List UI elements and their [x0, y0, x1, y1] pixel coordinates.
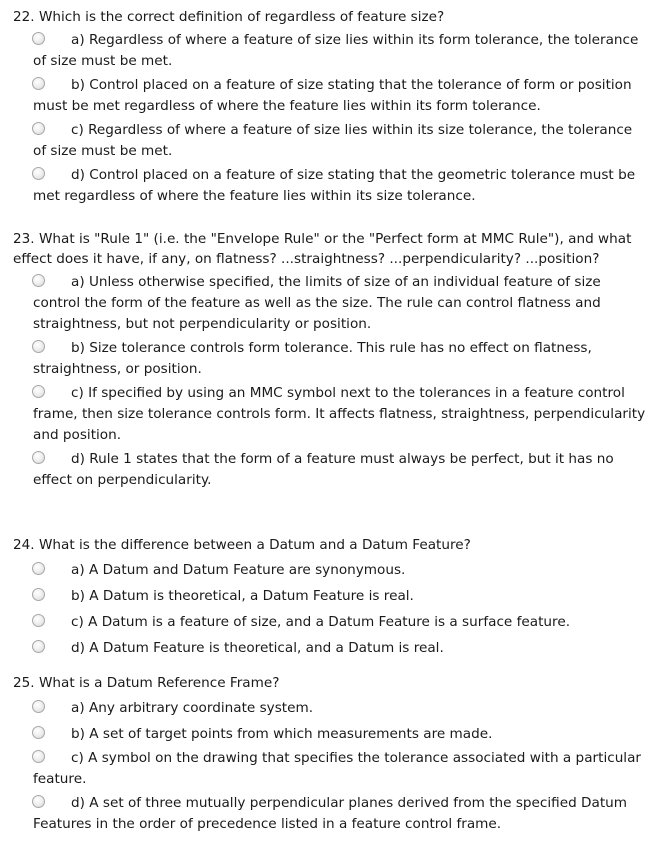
question-25	[13, 673, 648, 835]
answer-option-24b[interactable]	[13, 586, 648, 607]
answer-option-25a[interactable]	[13, 698, 648, 719]
option-text: a) Regardless of where a feature of size lies within its form tolerance, the tolerance of size must be met.	[33, 32, 639, 69]
option-text: d) Control placed on a feature of size stating that the geometric tolerance must be met regardless of where the feature lies within its size tolerance.	[33, 167, 636, 204]
question-title: 24. What is the difference between a Datum and a Datum Feature?	[13, 537, 471, 553]
question-title: 25. What is a Datum Reference Frame?	[13, 675, 280, 691]
answer-option-23a[interactable]	[13, 272, 648, 335]
answer-option-22d[interactable]	[13, 165, 648, 207]
option-text: d) Rule 1 states that the form of a feature must always be perfect, but it has no effect on perpendicularity.	[33, 451, 614, 488]
option-text: d) A Datum Feature is theoretical, and a Datum is real.	[71, 640, 444, 656]
answer-option-25d[interactable]	[13, 793, 648, 835]
answer-option-22c[interactable]	[13, 120, 648, 162]
option-text: c) If specified by using an MMC symbol next to the tolerances in a feature control frame, then size tolerance controls form. It affects flatness, straightness, perpendicularity and position.	[33, 385, 646, 443]
answer-option-25c[interactable]	[13, 748, 648, 790]
answer-option-23b[interactable]	[13, 338, 648, 380]
radio-button[interactable]	[32, 640, 45, 653]
radio-button[interactable]	[32, 385, 45, 398]
option-text: a) A Datum and Datum Feature are synonymous.	[71, 562, 406, 578]
radio-button[interactable]	[32, 700, 45, 713]
option-text: b) Size tolerance controls form tolerance. This rule has no effect on flatness, straightness, or position.	[33, 340, 592, 377]
radio-button[interactable]	[32, 274, 45, 287]
radio-button[interactable]	[32, 588, 45, 601]
option-text: b) A set of target points from which measurements are made.	[71, 726, 493, 742]
option-text: c) A symbol on the drawing that specifies the tolerance associated with a particular feature.	[33, 750, 642, 787]
radio-button[interactable]	[32, 726, 45, 739]
radio-button[interactable]	[32, 750, 45, 763]
answer-option-22a[interactable]	[13, 30, 648, 72]
option-text: b) Control placed on a feature of size stating that the tolerance of form or position must be met regardless of where the feature lies within its form tolerance.	[33, 77, 632, 114]
question-23	[13, 229, 648, 491]
answer-option-24d[interactable]	[13, 638, 648, 659]
radio-button[interactable]	[32, 451, 45, 464]
radio-button[interactable]	[32, 614, 45, 627]
answer-option-22b[interactable]	[13, 75, 648, 117]
answer-option-24a[interactable]	[13, 560, 648, 581]
radio-button[interactable]	[32, 167, 45, 180]
radio-button[interactable]	[32, 795, 45, 808]
radio-button[interactable]	[32, 340, 45, 353]
question-title: 23. What is "Rule 1" (i.e. the "Envelope Rule" or the "Perfect form at MMC Rule"), and what effect does it have, if any, on flatness? ...straightness? ...perpendicularity? ...position?	[13, 231, 632, 267]
option-text: a) Any arbitrary coordinate system.	[71, 700, 314, 716]
option-text: c) A Datum is a feature of size, and a Datum Feature is a surface feature.	[71, 614, 571, 630]
radio-button[interactable]	[32, 122, 45, 135]
question-22	[13, 7, 648, 207]
question-24	[13, 535, 648, 659]
answer-option-25b[interactable]	[13, 724, 648, 745]
answer-option-23d[interactable]	[13, 449, 648, 491]
option-text: d) A set of three mutually perpendicular planes derived from the specified Datum Features in the order of precedence listed in a feature control frame.	[33, 795, 628, 832]
answer-option-24c[interactable]	[13, 612, 648, 633]
option-text: a) Unless otherwise specified, the limits of size of an individual feature of size control the form of the feature as well as the size. The rule can control flatness and straightness, but not perpendicularity or position.	[33, 274, 601, 332]
option-text: c) Regardless of where a feature of size lies within its size tolerance, the tolerance of size must be met.	[33, 122, 633, 159]
question-title: 22. Which is the correct definition of regardless of feature size?	[13, 9, 445, 25]
radio-button[interactable]	[32, 77, 45, 90]
option-text: b) A Datum is theoretical, a Datum Feature is real.	[71, 588, 414, 604]
radio-button[interactable]	[32, 562, 45, 575]
radio-button[interactable]	[32, 32, 45, 45]
answer-option-23c[interactable]	[13, 383, 648, 446]
